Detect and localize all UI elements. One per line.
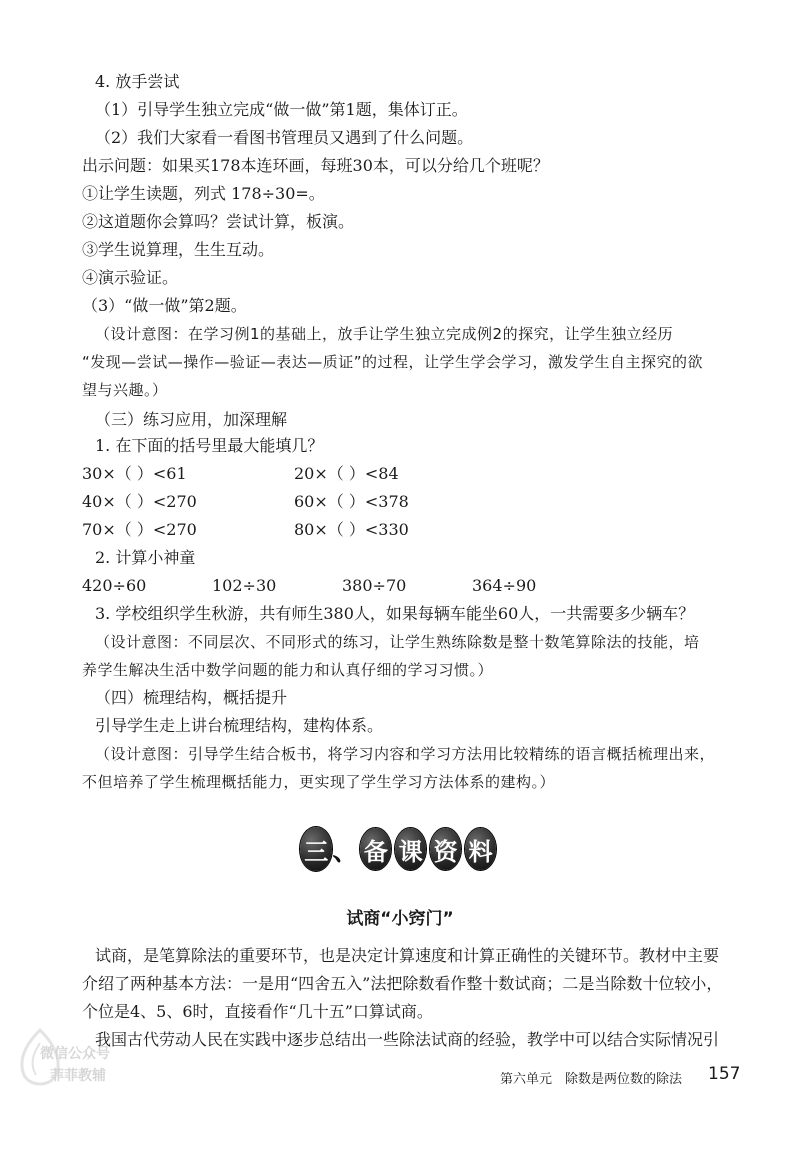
text-line: （1）引导学生独立完成“做一做”第1题，集体订正。 xyxy=(95,100,468,119)
design-note: 不但培养了学生梳理概括能力，更实现了学生学习方法体系的建构。） xyxy=(82,773,556,791)
design-note: （设计意图：在学习例1的基础上，放手让学生独立完成例2的探究，让学生独立经历 xyxy=(95,325,674,343)
running-footer: 第六单元 除数是两位数的除法 xyxy=(500,1072,683,1087)
fill-blank-item: 70×（ ）<270 xyxy=(82,520,197,539)
exercise-heading: 3. 学校组织学生秋游，共有师生380人，如果每辆车能坐60人，一共需要多少辆车？ xyxy=(95,604,695,623)
banner-char: 课 xyxy=(395,828,426,870)
fill-blank-item: 30×（ ）<61 xyxy=(82,464,187,483)
text-line: ④演示验证。 xyxy=(82,268,179,287)
text-line: 引导学生走上讲台梳理结构，建构体系。 xyxy=(95,716,384,735)
text-line: ③学生说算理，生生互动。 xyxy=(82,240,275,259)
exercise-heading: 1. 在下面的括号里最大能填几？ xyxy=(95,436,324,455)
fill-blank-item: 40×（ ）<270 xyxy=(82,492,197,511)
fill-blank-item: 80×（ ）<330 xyxy=(294,520,409,539)
banner-char: 资 xyxy=(430,828,461,870)
text-line: （3）“做一做”第2题。 xyxy=(82,296,247,315)
design-note: 养学生解决生活中数学问题的能力和认真仔细的学习习惯。） xyxy=(82,661,494,679)
design-note: （设计意图：不同层次、不同形式的练习，让学生熟练除数是整十数笔算除法的技能，培 xyxy=(95,633,700,651)
section-heading: （四）梳理结构，概括提升 xyxy=(95,688,288,707)
banner-separator: 、 xyxy=(332,836,359,867)
text-line: （2）我们大家看一看图书管理员又遇到了什么问题。 xyxy=(95,128,474,147)
calc-item: 380÷70 xyxy=(342,576,407,595)
design-note: “发现—尝试—操作—验证—表达—质证”的过程，让学生学会学习，激发学生自主探究的欲 xyxy=(82,353,704,371)
calc-item: 420÷60 xyxy=(82,576,147,595)
paragraph-line: 试商，是笔算除法的重要环节，也是决定计算速度和计算正确性的关键环节。教材中主要 xyxy=(95,946,720,965)
watermark xyxy=(10,1025,160,1105)
exercise-heading: 2. 计算小神童 xyxy=(95,548,196,567)
design-note: 望与兴趣。） xyxy=(82,381,168,399)
fill-blank-item: 60×（ ）<378 xyxy=(294,492,409,511)
design-note: （设计意图：引导学生结合板书，将学习内容和学习方法用比较精练的语言概括梳理出来， xyxy=(95,745,716,763)
watermark-line: 微信公众号 xyxy=(40,1046,110,1062)
paragraph-line: 个位是4、5、6时，直接看作“几十五”口算试商。 xyxy=(82,1002,433,1021)
article-title: 试商“小窍门” xyxy=(346,909,454,929)
banner-char: 三 xyxy=(300,827,332,871)
page-number: 157 xyxy=(708,1064,741,1084)
banner-char: 料 xyxy=(465,828,496,870)
banner-char: 备 xyxy=(360,828,391,870)
chapter-banner xyxy=(300,826,500,872)
paragraph-line: 我国古代劳动人民在实践中逐步总结出一些除法试商的经验，教学中可以结合实际情况引 xyxy=(95,1030,720,1049)
step-heading: 4. 放手尝试 xyxy=(95,72,180,91)
text-line: ①让学生读题，列式 178÷30=。 xyxy=(82,184,325,203)
text-line: ②这道题你会算吗？尝试计算，板演。 xyxy=(82,212,355,231)
fill-blank-item: 20×（ ）<84 xyxy=(294,464,399,483)
text-line: 出示问题：如果买178本连环画，每班30本，可以分给几个班呢？ xyxy=(82,156,549,175)
calc-item: 364÷90 xyxy=(472,576,537,595)
paragraph-line: 介绍了两种基本方法：一是用“四舍五入”法把除数看作整十数试商；二是当除数十位较小， xyxy=(82,974,723,993)
calc-item: 102÷30 xyxy=(212,576,277,595)
section-heading: （三）练习应用，加深理解 xyxy=(95,410,288,429)
watermark-line: 菲菲教辅 xyxy=(50,1068,106,1084)
